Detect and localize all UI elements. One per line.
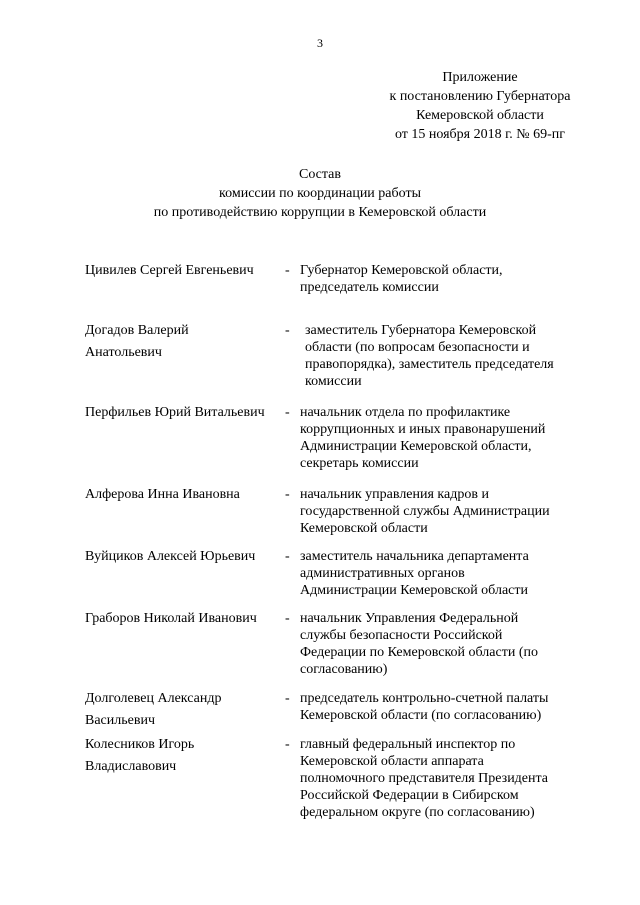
member-role-line: полномочного представителя Президента: [300, 771, 549, 786]
member-role-line: государственной службы Администрации: [300, 504, 550, 519]
member-name: [85, 610, 281, 627]
appendix-line: Кемеровской области: [416, 108, 544, 123]
title-line: Состав: [298, 167, 341, 182]
member-role-line: Российской Федерации в Сибирском: [300, 788, 519, 803]
member-name: [85, 262, 281, 279]
member-name-line: Цивилев Сергей Евгеньевич: [85, 263, 254, 278]
member-name: [85, 548, 281, 565]
member-dash: -: [285, 611, 290, 626]
member-role-line: правопорядка), заместитель председателя: [305, 357, 554, 372]
member-name-line: Перфильев Юрий Витальевич: [85, 405, 265, 420]
member-name-line: Алферова Инна Ивановна: [85, 487, 240, 502]
member-role: [305, 322, 595, 390]
member-name-line: Анатольевич: [85, 345, 162, 360]
member-role-line: Администрации Кемеровской области: [300, 583, 528, 598]
member-role-line: председатель контрольно-счетной палаты: [300, 691, 549, 706]
member-name-line: Васильевич: [85, 713, 155, 728]
member-dash: -: [285, 737, 290, 752]
title-line: комиссии по координации работы: [219, 186, 421, 201]
document-title: [100, 165, 540, 222]
member-role-line: административных органов: [300, 566, 465, 581]
member-role-line: области (по вопросам безопасности и: [305, 340, 530, 355]
title-line: по противодействию коррупции в Кемеровской области: [153, 205, 487, 220]
member-role: [300, 736, 590, 821]
appendix-line: Приложение: [442, 70, 518, 85]
member-name-line: Владиславович: [85, 759, 177, 774]
member-name-line: Вуйциков Алексей Юрьевич: [85, 549, 256, 564]
member-role-line: председатель комиссии: [300, 280, 439, 295]
member-role-line: согласованию): [300, 662, 388, 677]
member-dash: -: [285, 263, 290, 278]
member-name-line: Граборов Николай Иванович: [85, 611, 257, 626]
page-number: 3: [317, 36, 323, 50]
member-role-line: главный федеральный инспектор по: [300, 737, 516, 752]
member-role-line: Кемеровской области (по согласованию): [300, 708, 542, 723]
member-role-line: федеральном округе (по согласованию): [300, 805, 535, 820]
member-name-line: Догадов Валерий: [85, 323, 189, 338]
member-role-line: Администрации Кемеровской области,: [300, 439, 532, 454]
member-name: [85, 404, 281, 421]
member-role: [300, 262, 590, 296]
member-role: [300, 404, 590, 472]
member-role-line: коррупционных и иных правонарушений: [300, 422, 546, 437]
member-role-line: заместитель начальника департамента: [300, 549, 529, 564]
member-role-line: начальник Управления Федеральной: [300, 611, 519, 626]
member-role: [300, 690, 590, 724]
appendix-line: к постановлению Губернатора: [389, 89, 571, 104]
member-role-line: Кемеровской области аппарата: [300, 754, 484, 769]
member-role-line: секретарь комиссии: [300, 456, 419, 471]
member-name: [85, 320, 281, 364]
member-role-line: Федерации по Кемеровской области (по: [300, 645, 538, 660]
member-role-line: Губернатор Кемеровской области,: [300, 263, 503, 278]
member-dash: -: [285, 549, 290, 564]
appendix-block: [370, 68, 590, 144]
member-dash: -: [285, 691, 290, 706]
member-dash: -: [285, 487, 290, 502]
member-name-line: Долголевец Александр: [85, 691, 222, 706]
member-name: [85, 734, 281, 778]
member-role: [300, 610, 590, 678]
member-name: [85, 486, 281, 503]
member-role-line: заместитель Губернатора Кемеровской: [305, 323, 537, 338]
member-role: [300, 486, 590, 537]
member-role-line: начальник управления кадров и: [300, 487, 489, 502]
member-name: [85, 688, 281, 732]
member-role: [300, 548, 590, 599]
member-role-line: Кемеровской области: [300, 521, 428, 536]
member-role-line: начальник отдела по профилактике: [300, 405, 511, 420]
appendix-line: от 15 ноября 2018 г. № 69-пг: [394, 127, 566, 142]
member-role-line: службы безопасности Российской: [300, 628, 503, 643]
member-dash: -: [285, 405, 290, 420]
member-dash: -: [285, 323, 290, 338]
member-role-line: комиссии: [305, 374, 362, 389]
member-name-line: Колесников Игорь: [85, 737, 195, 752]
